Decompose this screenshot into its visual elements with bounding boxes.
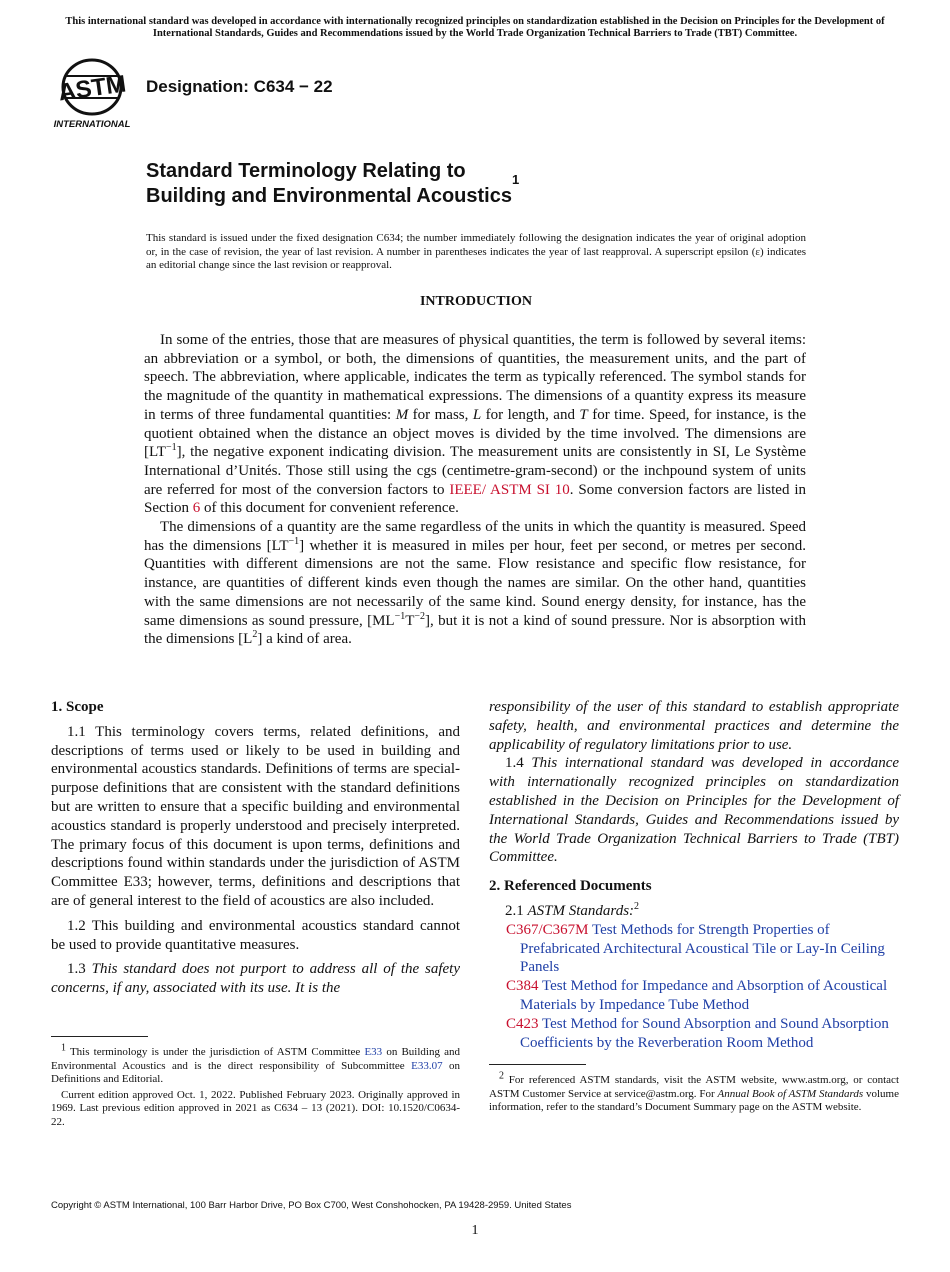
right-column [489, 698, 899, 1052]
reference-title[interactable]: Test Method for Impedance and Absorption of Acoustical Materials by Impedance Tube Method [520, 978, 888, 1013]
intro-paragraph-1: In some of the entries, those that are measures of physical quantities, the term is followed by several items: an abbreviation or a symbol, or both, the dimensions of quantities, the measurement units, and the part of speech. The abbreviation, where applicable, indicates the term as typically referenced. The symbol stands for the magnitude of the quantity in mathematical expressions. The dimensions of a quantity express its measure in terms of three fundamental quantities: M for mass, L for length, and T for time. Speed, for instance, is the quotient obtained when the distance an object moves is divided by the time involved. The dimensions are $[LT^{-1}]$, the negative exponent indicating division. The measurement units are consistently in SI, Le Système International d’Unités. Those still using the cgs (centimetre-gram-second) or the inchpound system of units are referred for most of the conversion factors to IEEE/ ASTM SI 10. Some conversion factors are listed in Section 6 of this document for convenient reference. [144, 332, 806, 517]
footnote-rule-left [51, 1036, 148, 1037]
scope-1-1: 1.1 This terminology covers terms, related definitions, and descriptions of terms used or likely to be used in building and environmental acoustics standards. Definitions of terms are special-purpose definitions that are consistent with the standard definitions but are written to ensure that a specific building and environmental acoustics standard is properly understood and precisely interpreted. The primary focus of this document is upon terms, definitions and descriptions found within standards under the jurisdiction of ASTM Committee E33; however, terms, definitions and descriptions that are of general interest to the field of acoustics are also included. [51, 723, 460, 909]
reference-item[interactable] [489, 1015, 899, 1053]
title-line-1: Standard Terminology Relating to [146, 160, 466, 182]
astm-standards-subheading: 2.1 ASTM Standards:$^2$ [505, 900, 640, 919]
introduction-heading: INTRODUCTION [419, 294, 532, 309]
svg-text:ASTM: ASTM [56, 70, 128, 107]
reference-title[interactable]: Test Methods for Strength Properties of Prefabricated Architectural Acoustical Tile or Lay-In Ceiling Panels [520, 921, 885, 976]
introduction-body [144, 331, 806, 649]
link-section-6[interactable]: 6 [192, 500, 201, 517]
scope-heading: 1. Scope [51, 699, 104, 715]
reference-item[interactable] [489, 977, 899, 1015]
scope-1-3-continued: responsibility of the user of this standard to establish appropriate safety, health, and environmental practices and determine the applicability of regulatory limitations prior to use. [489, 699, 899, 753]
footnote-2: $^2$ For referenced ASTM standards, visit the ASTM website, www.astm.org, or contact ASTM Customer Service at service@astm.org. For Annual Book of ASTM Standards volume information, refer to the standard’s Document Summary page on the ASTM website. [489, 1070, 899, 1113]
intro-paragraph-2: The dimensions of a quantity are the same regardless of the units in which the quantity is measured. Speed has the dimensions $[LT^{-1}]$ whether it is measured in miles per hour, feet per second, or metres per second. Quantities with different dimensions are not the same. Flow resistance and specific flow resistance, for instance, are quantities of different kinds even though the names are similar. On the other hand, quantities with the same dimensions are not necessarily of the same kind. Sound energy density, for instance, has the same dimensions as sound pressure, $[ML^{-1}T^{-2}]$, but it is not a kind of sound pressure. Nor is absorption with the dimensions $[L^2]$ a kind of area. [144, 519, 806, 648]
page-number: 1 [471, 1223, 479, 1238]
astm-logo [52, 56, 136, 132]
scope-1-4: 1.4 This international standard was developed in accordance with internationally recognized principles on standardization established in the Decision on Principles for the Development of International Standards, Guides and Recommendations issued by the World Trade Organization Technical Barriers to Trade (TBT) Committee. [489, 755, 900, 866]
link-e33[interactable]: E33 [364, 1046, 383, 1058]
tbt-notice: This international standard was developed in accordance with internationally recognized principles on standardization established in the Decision on Principles for the Development of International Standards, Guides and Recommendations issued by the World Trade Organization Technical Barriers to Trade (TBT) Committee. [65, 16, 885, 39]
scope-1-2: 1.2 This building and environmental acoustics standard cannot be used to provide quantitative measures. [51, 917, 460, 953]
document-title [146, 159, 519, 209]
link-e33-07[interactable]: E33.07 [411, 1059, 443, 1072]
reference-item[interactable] [489, 921, 899, 977]
reference-title[interactable]: Test Method for Sound Absorption and Sound Absorption Coefficients by the Reverberation Room Method [520, 1015, 889, 1051]
reference-code[interactable]: C367/C367M [506, 921, 589, 938]
reference-list [489, 921, 899, 1053]
link-ieee-si10[interactable]: IEEE/ ASTM SI 10 [449, 481, 570, 498]
reference-code[interactable]: C384 [506, 978, 539, 995]
issued-note: This standard is issued under the fixed designation C634; the number immediately following the designation indicates the year of original adoption or, in the case of revision, the year of last revision. A number in parentheses indicates the year of last reapproval. A superscript epsilon (ε) indicates an editorial change since the last revision or reapproval. [146, 232, 806, 271]
footnote-rule-right [489, 1064, 586, 1065]
footnotes-left [51, 1042, 460, 1129]
footnotes-right [489, 1070, 899, 1115]
scope-1-3: 1.3 This standard does not purport to address all of the safety concerns, if any, associated with its use. It is the [51, 961, 461, 997]
referenced-heading: 2. Referenced Documents [489, 878, 652, 895]
copyright-line: Copyright © ASTM International, 100 Barr Harbor Drive, PO Box C700, West Conshohocken, PA 19428-2959. United States [51, 1200, 572, 1211]
left-column [51, 698, 460, 998]
footnote-1-edition: Current edition approved Oct. 1, 2022. Published February 2023. Originally approved in 1969. Last previous edition approved in 2021 as C634 – 13 (2021). DOI: 10.1520/C0634-22. [51, 1088, 460, 1128]
footnote-1: $^1$ This terminology is under the jurisdiction of ASTM Committee E33 on Building and Environmental Acoustics and is the direct responsibility of Subcommittee E33.07 on Definitions and Editorial. [51, 1042, 460, 1085]
logo-text: INTERNATIONAL [53, 119, 131, 130]
title-line-2: Building and Environmental Acoustics$^1$ [146, 172, 520, 207]
designation: Designation: C634 − 22 [146, 77, 333, 96]
astm-international-logo-icon [52, 56, 136, 132]
title-footnote-mark[interactable]: 1 [511, 172, 520, 187]
reference-code[interactable]: C423 [506, 1015, 539, 1032]
